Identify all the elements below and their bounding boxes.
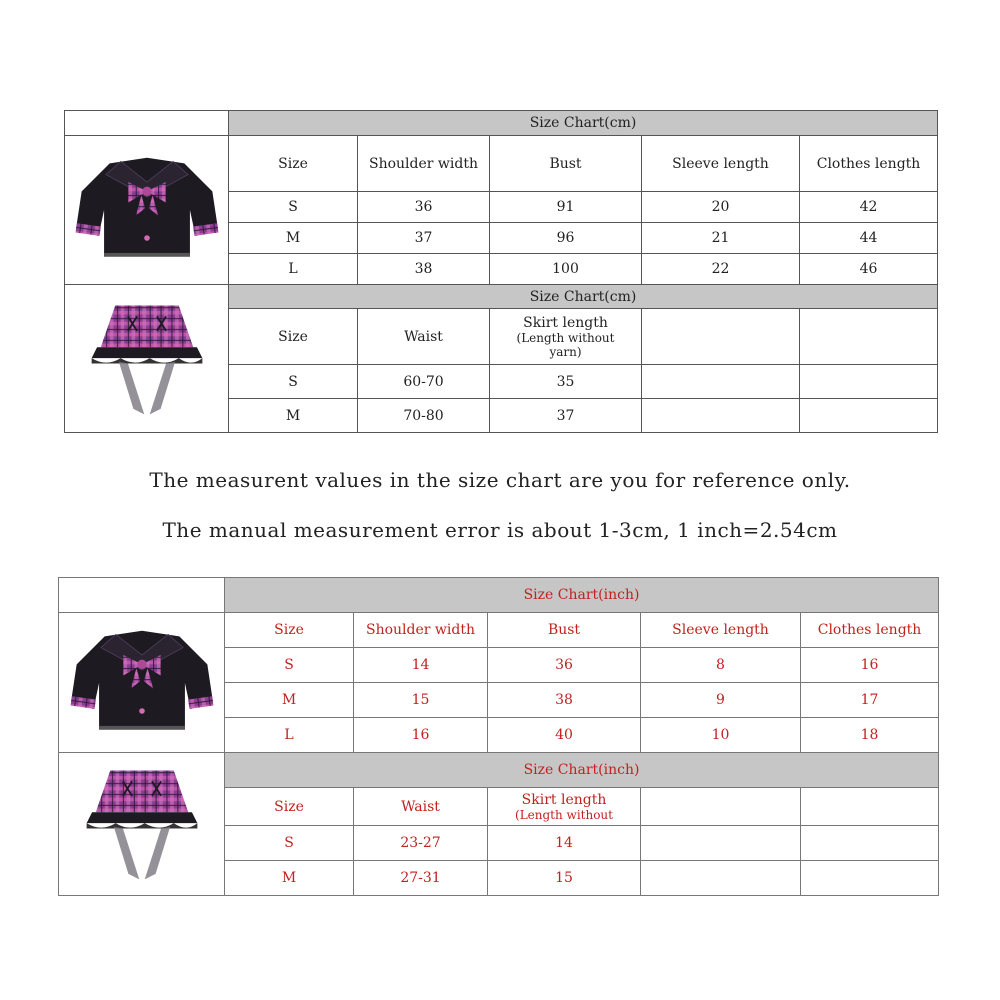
cell: 46: [800, 254, 938, 285]
cell: 36: [488, 648, 641, 683]
cell: 20: [642, 192, 800, 223]
cell: 15: [488, 861, 641, 896]
col-header: Clothes length: [800, 136, 938, 192]
empty-cell: [641, 788, 801, 826]
col-header: Size: [225, 613, 354, 648]
empty-cell: [642, 365, 800, 399]
skirt-length-note: yarn): [549, 344, 582, 359]
cell: 38: [358, 254, 490, 285]
skirt-image-cell: [59, 753, 225, 896]
cell: 40: [488, 718, 641, 753]
sailor-top-image: [72, 154, 222, 266]
skirt-image: [82, 765, 202, 883]
cell: 42: [800, 192, 938, 223]
cell: 37: [490, 399, 642, 433]
cell: S: [225, 648, 354, 683]
empty-cell: [800, 365, 938, 399]
top-image-cell: [65, 136, 229, 285]
empty-cell: [801, 788, 939, 826]
col-header: Bust: [488, 613, 641, 648]
cell: 96: [490, 223, 642, 254]
skirt-length-note: (Length without: [515, 807, 613, 822]
col-header: Waist: [354, 788, 488, 826]
error-note: The manual measurement error is about 1-3cm, 1 inch=2.54cm: [162, 518, 838, 542]
cell: 23-27: [354, 826, 488, 861]
col-header: Size: [225, 788, 354, 826]
empty-cell: [641, 861, 801, 896]
cell: 15: [354, 683, 488, 718]
cell: 27-31: [354, 861, 488, 896]
empty-cell: [801, 861, 939, 896]
cell: 100: [490, 254, 642, 285]
cell: 14: [488, 826, 641, 861]
cell: 70-80: [358, 399, 490, 433]
cell: 91: [490, 192, 642, 223]
cell: L: [229, 254, 358, 285]
corner-cell: [59, 578, 225, 613]
skirt-length-note: (Length without: [516, 330, 615, 345]
size-chart-cm: [64, 110, 938, 433]
empty-cell: [801, 826, 939, 861]
cell: 9: [641, 683, 801, 718]
sailor-top-image: [67, 627, 217, 739]
empty-cell: [800, 309, 938, 365]
col-header: Waist: [358, 309, 490, 365]
cell: 44: [800, 223, 938, 254]
empty-cell: [641, 826, 801, 861]
cell: 17: [801, 683, 939, 718]
col-header: Shoulder width: [358, 136, 490, 192]
chart-title: Size Chart(cm): [229, 285, 938, 309]
col-header: Bust: [490, 136, 642, 192]
cell: 8: [641, 648, 801, 683]
chart-title: Size Chart(inch): [225, 753, 939, 788]
col-header: Sleeve length: [641, 613, 801, 648]
cell: L: [225, 718, 354, 753]
empty-cell: [642, 399, 800, 433]
cell: 14: [354, 648, 488, 683]
top-image-cell: [59, 613, 225, 753]
cell: S: [229, 365, 358, 399]
corner-cell: [65, 111, 229, 136]
skirt-length-label: Skirt length: [523, 314, 608, 331]
cell: 22: [642, 254, 800, 285]
skirt-image-cell: [65, 285, 229, 433]
cell: S: [225, 826, 354, 861]
skirt-length-label: Skirt length: [521, 791, 607, 808]
skirt-image: [87, 300, 207, 418]
empty-cell: [642, 309, 800, 365]
size-chart-inch: [58, 577, 939, 896]
cell: 37: [358, 223, 490, 254]
col-header: Sleeve length: [642, 136, 800, 192]
cell: 16: [354, 718, 488, 753]
col-header-skirt-length: [488, 788, 641, 826]
cell: 35: [490, 365, 642, 399]
cell: 60-70: [358, 365, 490, 399]
cell: M: [225, 861, 354, 896]
cell: M: [225, 683, 354, 718]
cell: 16: [801, 648, 939, 683]
col-header: Clothes length: [801, 613, 939, 648]
cell: 18: [801, 718, 939, 753]
cell: M: [229, 399, 358, 433]
col-header: Size: [229, 136, 358, 192]
empty-cell: [800, 399, 938, 433]
cell: 21: [642, 223, 800, 254]
cell: 10: [641, 718, 801, 753]
col-header-skirt-length: [490, 309, 642, 365]
chart-title: Size Chart(cm): [229, 111, 938, 136]
reference-note: The measurent values in the size chart are you for reference only.: [149, 468, 851, 492]
cell: 36: [358, 192, 490, 223]
col-header: Shoulder width: [354, 613, 488, 648]
cell: S: [229, 192, 358, 223]
cell: M: [229, 223, 358, 254]
chart-title: Size Chart(inch): [225, 578, 939, 613]
col-header: Size: [229, 309, 358, 365]
cell: 38: [488, 683, 641, 718]
